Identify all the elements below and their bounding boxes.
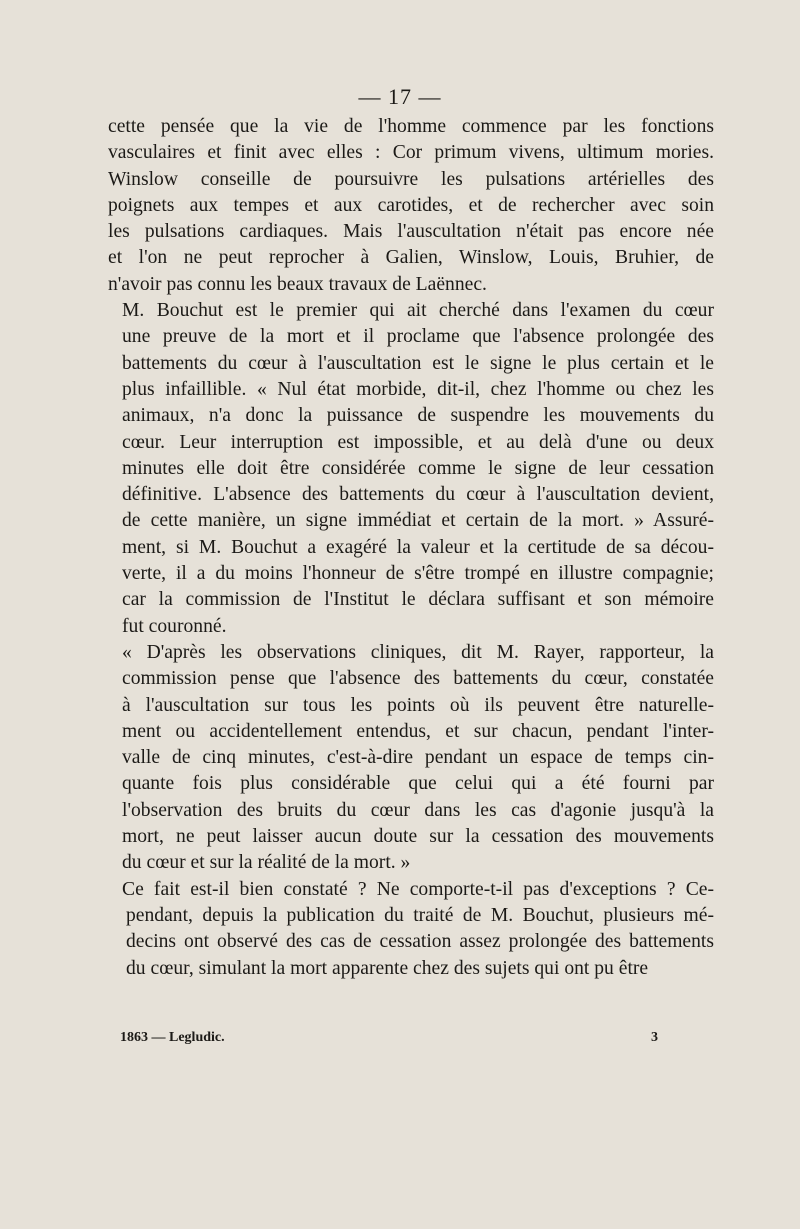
printer-signature: 1863 — Legludic. xyxy=(120,1030,225,1045)
text-line: à l'auscultation sur tous les points où ils peuvent être naturelle- xyxy=(122,694,714,716)
page-number: — 17 — xyxy=(358,84,442,109)
text-line: « D'après les observations cliniques, dit M. Rayer, rapporteur, la xyxy=(122,641,714,663)
text-line: commission pense que l'absence des battements du cœur, constatée xyxy=(122,668,714,690)
text-line: de cette manière, un signe immédiat et certain de la mort. » Assuré- xyxy=(122,510,714,532)
text-line: mort, ne peut laisser aucun doute sur la cessation des mouvements xyxy=(122,826,714,848)
body-text xyxy=(108,114,714,982)
text-line: pendant, depuis la publication du traité de M. Bouchut, plusieurs mé- xyxy=(126,904,714,926)
text-line: et l'on ne peut reprocher à Galien, Winslow, Louis, Bruhier, de xyxy=(108,247,714,269)
text-line: ment ou accidentellement entendus, et sur chacun, pendant l'inter- xyxy=(122,720,714,742)
text-line: ment, si M. Bouchut a exagéré la valeur et la certitude de sa décou- xyxy=(122,536,714,558)
text-line: M. Bouchut est le premier qui ait cherché dans l'examen du cœur xyxy=(122,300,714,322)
text-line: vasculaires et finit avec elles : Cor primum vivens, ultimum mories. xyxy=(108,142,714,164)
text-line: battements du cœur à l'auscultation est le signe le plus certain et le xyxy=(122,352,714,374)
paragraph-3 xyxy=(108,640,714,877)
paragraph-2 xyxy=(108,298,714,640)
paragraph-1 xyxy=(108,114,714,298)
text-line: les pulsations cardiaques. Mais l'auscultation n'était pas encore née xyxy=(108,221,714,243)
text-line: plus infaillible. « Nul état morbide, dit-il, chez l'homme ou chez les xyxy=(122,378,714,400)
text-line: fut couronné. xyxy=(122,615,227,637)
text-line: quante fois plus considérable que celui qui a été fourni par xyxy=(122,773,714,795)
text-line: valle de cinq minutes, c'est-à-dire pendant un espace de temps cin- xyxy=(122,747,714,769)
text-line: decins ont observé des cas de cessation assez prolongée des battements xyxy=(126,931,714,953)
sheet-number: 3 xyxy=(651,1030,658,1045)
text-line: Winslow conseille de poursuivre les pulsations artérielles des xyxy=(108,168,714,190)
text-line: Ce fait est-il bien constaté ? Ne comporte-t-il pas d'exceptions ? Ce- xyxy=(122,878,714,900)
text-line: car la commission de l'Institut le déclara suffisant et son mémoire xyxy=(122,589,714,611)
text-line: l'observation des bruits du cœur dans les cas d'agonie jusqu'à la xyxy=(122,799,714,821)
text-line: animaux, n'a donc la puissance de suspendre les mouvements du xyxy=(122,405,714,427)
text-line: n'avoir pas connu les beaux travaux de Laënnec. xyxy=(108,273,487,295)
text-line: du cœur et sur la réalité de la mort. » xyxy=(122,852,411,874)
text-line: poignets aux tempes et aux carotides, et de rechercher avec soin xyxy=(108,194,714,216)
text-line: du cœur, simulant la mort apparente chez des sujets qui ont pu être xyxy=(126,957,649,979)
text-line: une preuve de la mort et il proclame que l'absence prolongée des xyxy=(122,326,714,348)
text-line: cœur. Leur interruption est impossible, et au delà d'une ou deux xyxy=(122,431,714,453)
text-line: minutes elle doit être considérée comme le signe de leur cessation xyxy=(122,457,714,479)
paragraph-4 xyxy=(108,877,714,982)
text-line: verte, il a du moins l'honneur de s'être trompé en illustre compagnie; xyxy=(122,563,714,585)
text-line: définitive. L'absence des battements du cœur à l'auscultation devient, xyxy=(122,484,714,506)
text-line: cette pensée que la vie de l'homme commence par les fonctions xyxy=(108,116,714,137)
